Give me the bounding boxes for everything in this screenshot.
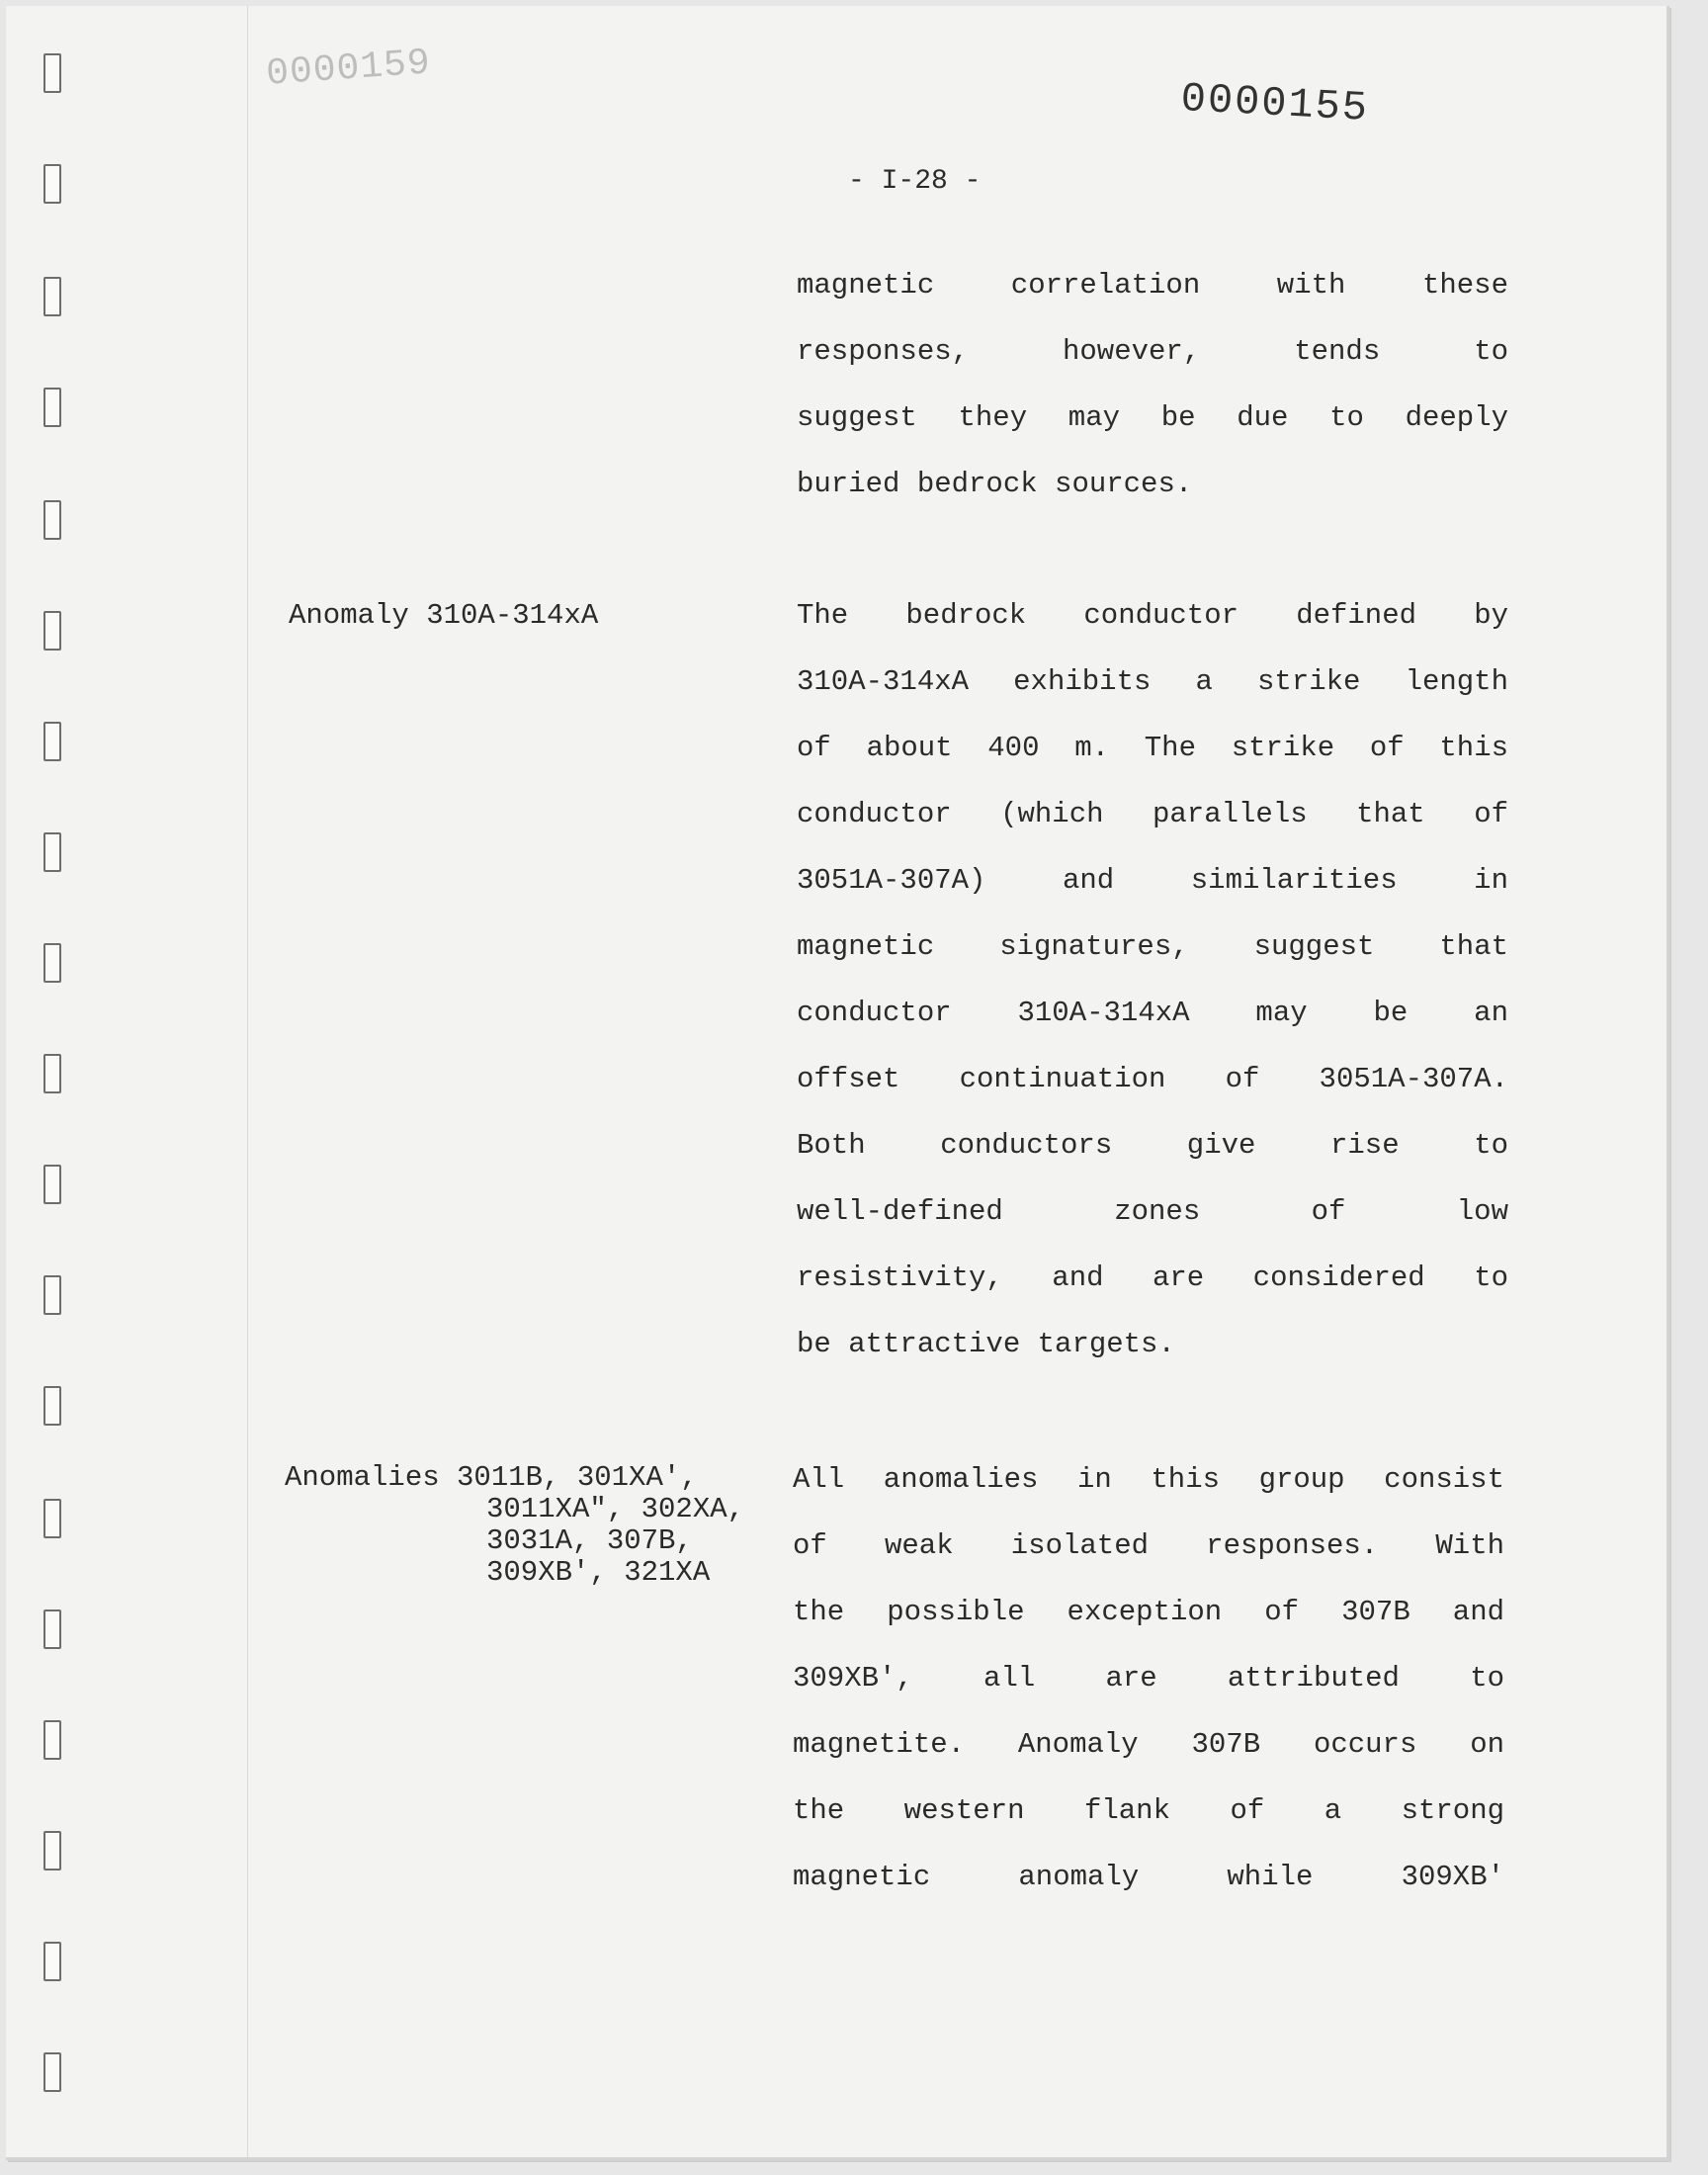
faded-stamp-number: 0000159	[265, 42, 433, 96]
binder-hole	[43, 1275, 61, 1315]
paragraph-line: magnetic signatures, suggest that	[797, 930, 1508, 963]
binder-hole	[43, 1054, 61, 1093]
binder-hole	[43, 164, 61, 204]
binder-hole	[43, 943, 61, 983]
document-page	[6, 6, 1669, 2160]
binder-hole	[43, 500, 61, 540]
paragraph-line: the western flank of a strong	[793, 1794, 1504, 1827]
binder-hole	[43, 2052, 61, 2092]
paragraph-line: 3051A-307A) and similarities in	[797, 864, 1508, 897]
paragraph-line: conductor (which parallels that of	[797, 798, 1508, 830]
paragraph-line: All anomalies in this group consist	[793, 1463, 1504, 1496]
binder-hole	[43, 53, 61, 93]
paragraph-line: Both conductors give rise to	[797, 1129, 1508, 1162]
paragraph-line: buried bedrock sources.	[797, 468, 1193, 500]
section-heading-line: 3011XA", 302XA,	[486, 1493, 745, 1525]
binder-hole	[43, 1720, 61, 1760]
binder-hole	[43, 611, 61, 651]
section-heading: Anomaly 310A-314xA	[289, 599, 599, 632]
paragraph-line: suggest they may be due to deeply	[797, 401, 1508, 434]
paragraph-line: magnetic anomaly while 309XB'	[793, 1861, 1504, 1893]
paragraph-line: of weak isolated responses. With	[793, 1529, 1504, 1562]
paragraph-line: responses, however, tends to	[797, 335, 1508, 368]
section-heading-line: Anomalies 3011B, 301XA',	[285, 1461, 698, 1494]
paragraph-line: 309XB', all are attributed to	[793, 1662, 1504, 1695]
page-number: - I-28 -	[848, 166, 982, 197]
paragraph-line: resistivity, and are considered to	[797, 1262, 1508, 1294]
paragraph-line: the possible exception of 307B and	[793, 1596, 1504, 1628]
paragraph-line: magnetic correlation with these	[797, 269, 1508, 302]
binder-hole	[43, 277, 61, 316]
binder-hole	[43, 1942, 61, 1981]
section-heading-line: 3031A, 307B,	[486, 1524, 693, 1557]
paragraph-line: magnetite. Anomaly 307B occurs on	[793, 1728, 1504, 1761]
binder-hole	[43, 1831, 61, 1870]
binder-hole	[43, 1610, 61, 1649]
paragraph-line: be attractive targets.	[797, 1328, 1175, 1360]
paragraph-line: offset continuation of 3051A-307A.	[797, 1063, 1508, 1095]
paragraph-line: conductor 310A-314xA may be an	[797, 997, 1508, 1029]
binder-hole	[43, 1499, 61, 1538]
paragraph-line: The bedrock conductor defined by	[797, 599, 1508, 632]
binder-hole	[43, 1386, 61, 1426]
binder-hole	[43, 388, 61, 427]
binder-hole	[43, 832, 61, 872]
binder-hole	[43, 722, 61, 761]
paragraph-line: of about 400 m. The strike of this	[797, 732, 1508, 764]
paragraph-line: well-defined zones of low	[797, 1195, 1508, 1228]
paragraph-line: 310A-314xA exhibits a strike length	[797, 665, 1508, 698]
binder-hole	[43, 1165, 61, 1204]
margin-rule	[247, 6, 248, 2157]
document-stamp-number: 0000155	[1179, 75, 1371, 132]
section-heading-line: 309XB', 321XA	[486, 1556, 711, 1589]
